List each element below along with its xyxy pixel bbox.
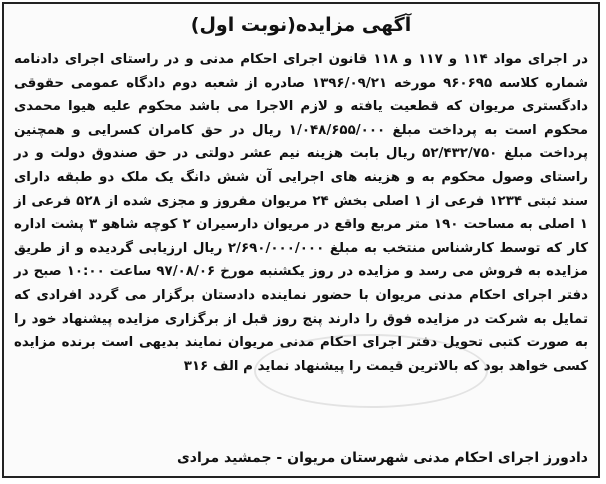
notice-signature: دادورز اجرای احکام مدنی شهرستان مریوان - جمشید مرادی: [176, 450, 588, 466]
notice-body: در اجرای مواد ۱۱۴ و ۱۱۷ و ۱۱۸ قانون اجرای احکام مدنی و در راستای اجرای دادنامه شماره کلاسه ۹۶۰۶۹۵ مورخه ۱۳۹۶/۰۹/۲۱ صادره از شعبه دوم دادگاه عمومی حقوقی دادگستری مریوان که قطعیت یافته و لازم الاجرا می باشد محکوم علیه هیوا محمدی محکوم است به پرداخت مبلغ ۱/۰۴۸/۶۵۵/۰۰۰ ریال در حق کامران کسرایی و همچنین پرداخت مبلغ ۵۲/۴۳۲/۷۵۰ ریال بابت هزینه نیم عشر دولتی در حق صندوق دولت و در راستای وصول محکوم به و هزینه های اجرایی آن شش دانگ یک ملک دو طبقه دارای سند ثبتی ۱۲۳۴ فرعی از ۱ اصلی بخش ۲۴ مریوان مفروز و مجزی شده از ۵۲۸ فرعی از ۱ اصلی به مساحت ۱۹۰ متر مربع واقع در مریوان دارسیران ۲ کوچه شاهو ۳ پشت اداره کار که توسط کارشناس منتخب به مبلغ ۲/۶۹۰/۰۰۰/۰۰۰ ریال ارزیابی گردیده و از طریق مزایده به فروش می رسد و مزایده در روز یکشنبه مورخ ۹۷/۰۸/۰۶ ساعت ۱۰:۰۰ صبح در دفتر اجرای احکام مدنی مریوان با حضور نماینده دادستان برگزار می گردد افرادی که تمایل به شرکت در مزایده فوق را دارند پنج روز قبل از برگزاری مزایده پیشنهاد خود را به صورت کتبی تحویل دفتر اجرای احکام مدنی مریوان نمایند بدیهی است برنده مزایده کسی خواهد بود که بالاترین قیمت را پیشنهاد نماید م الف ۳۱۶: [14, 52, 589, 374]
notice-title: آگهی مزایده(نوبت اول): [190, 14, 412, 36]
auction-notice: [2, 2, 600, 478]
